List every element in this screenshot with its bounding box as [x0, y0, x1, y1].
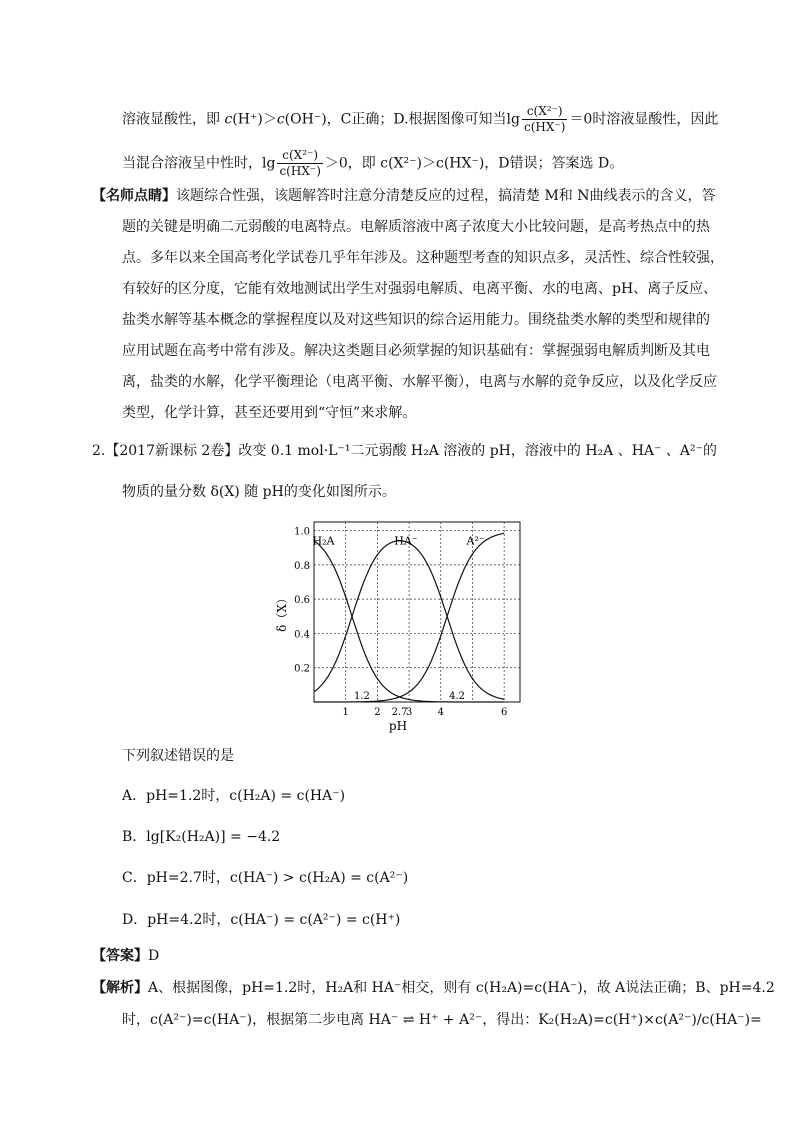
x-tick-label: 3 — [405, 707, 413, 718]
y-tick-label: 0.8 — [294, 560, 310, 572]
tip-text: 该题综合性强，该题解答时注意分清楚反应的过程，搞清楚 M和 N曲线表示的含义，答 — [176, 188, 716, 204]
question-prompt: 下列叙述错误的是 — [122, 748, 234, 764]
prev-text-f: ＝0时溶液显酸性，因此 — [569, 111, 719, 128]
fraction-1-denominator: c(HX⁻) — [524, 120, 566, 134]
prev-text-c: (H⁺)＞ — [232, 111, 277, 128]
option-a: A．pH=1.2时，c(H₂A) = c(HA⁻) — [122, 788, 346, 804]
y-tick-label: 0.2 — [294, 663, 310, 675]
answer-line — [92, 946, 159, 966]
prev-text-d: c — [276, 111, 285, 128]
fraction-2 — [277, 148, 322, 179]
series-label: A²⁻ — [466, 534, 485, 548]
fraction-1 — [522, 104, 567, 135]
x-tick-label: 2.7 — [391, 707, 408, 718]
annotation-label: 4.2 — [449, 691, 466, 702]
y-tick-label: 1.0 — [294, 526, 310, 538]
prev-text-h: ＞0，即 c(X²⁻)＞c(HX⁻)，D错误；答案选 D。 — [324, 155, 624, 172]
prev-text-g: 当混合溶液呈中性时，lg — [122, 155, 276, 172]
analysis-label: 【解析】 — [92, 980, 148, 996]
tip-line-8: 类型，化学计算，甚至还要用到“守恒”来求解。 — [122, 405, 417, 421]
prev-line-2 — [122, 148, 623, 179]
prev-text-a: 溶液显酸性，即 — [122, 111, 225, 128]
x-tick-label: 6 — [500, 707, 508, 718]
analysis-line-1 — [92, 978, 775, 998]
prev-text-e: (OH⁻)，C正确；D.根据图像可知当lg — [284, 111, 520, 128]
x-tick-label: 2 — [374, 707, 381, 718]
fraction-1-numerator: c(X²⁻) — [522, 104, 567, 120]
question-2-line-2: 物质的量分数 δ(X) 随 pH的变化如图所示。 — [122, 484, 396, 500]
analysis-text-1: A、根据图像，pH=1.2时，H₂A和 HA⁻相交，则有 c(H₂A)=c(HA⁻)，故 A说法正确；B、pH=4.2 — [148, 980, 775, 996]
y-tick-label: 0.6 — [294, 595, 310, 607]
tip-line-5: 盐类水解等基本概念的掌握程度以及对这些知识的综合运用能力。围绕盐类水解的类型和规律的 — [122, 312, 710, 328]
option-c: C．pH=2.7时，c(HA⁻) > c(H₂A) = c(A²⁻) — [122, 870, 409, 886]
tip-line-1 — [92, 186, 715, 206]
y-axis-label: δ（X） — [275, 592, 289, 632]
fraction-2-numerator: c(X²⁻) — [277, 148, 322, 164]
annotation-label: 1.2 — [354, 691, 370, 702]
question-2-line-1: 2.【2017新课标 2卷】改变 0.1 mol·L⁻¹二元弱酸 H₂A 溶液的 pH，溶液中的 H₂A 、HA⁻ 、A²⁻的 — [92, 443, 717, 459]
curves — [313, 533, 505, 702]
tip-line-2: 题的关键是明确二元弱酸的电离特点。电解质溶液中离子浓度大小比较问题，是高考热点中的热 — [122, 219, 710, 235]
answer-label: 【答案】 — [92, 948, 148, 964]
y-tick-label: 0.4 — [294, 629, 310, 641]
tip-line-4: 有较好的区分度，它能有效地测试出学生对强弱电解质、电离平衡、水的电离、pH、离子反应、 — [122, 281, 718, 297]
answer-value: D — [148, 948, 160, 964]
prev-text-b: c — [224, 111, 233, 128]
x-axis-label: pH — [388, 719, 408, 733]
option-d: D．pH=4.2时，c(HA⁻) = c(A²⁻) = c(H⁺) — [122, 912, 401, 928]
tip-label: 【名师点睛】 — [92, 188, 176, 204]
fraction-2-denominator: c(HX⁻) — [279, 164, 321, 178]
distribution-chart — [268, 516, 538, 736]
tip-line-7: 离，盐类的水解，化学平衡理论（电离平衡、水解平衡），电离与水解的竞争反应，以及化学反应 — [122, 374, 717, 390]
x-tick-label: 4 — [437, 707, 444, 718]
option-b: B．lg[K₂(H₂A)] = −4.2 — [122, 829, 281, 845]
prev-line-1 — [122, 104, 718, 135]
x-tick-label: 1 — [342, 707, 349, 718]
tip-line-3: 点。多年以来全国高考化学试卷几乎年年涉及。这种题型考查的知识点多，灵活性、综合性较强， — [122, 250, 724, 266]
tip-line-6: 应用试题在高考中常有涉及。解决这类题目必须掌握的知识基础有：掌握强弱电解质判断及其电 — [122, 343, 710, 359]
series-label: HA⁻ — [394, 534, 418, 548]
analysis-line-2: 时，c(A²⁻)=c(HA⁻)，根据第二步电离 HA⁻ ⇌ H⁺ + A²⁻，得出：K₂(H₂A)=c(H⁺)×c(A²⁻)/c(HA⁻)= — [122, 1012, 762, 1028]
series-label: H₂A — [312, 534, 335, 548]
axis-ticks — [294, 527, 507, 718]
